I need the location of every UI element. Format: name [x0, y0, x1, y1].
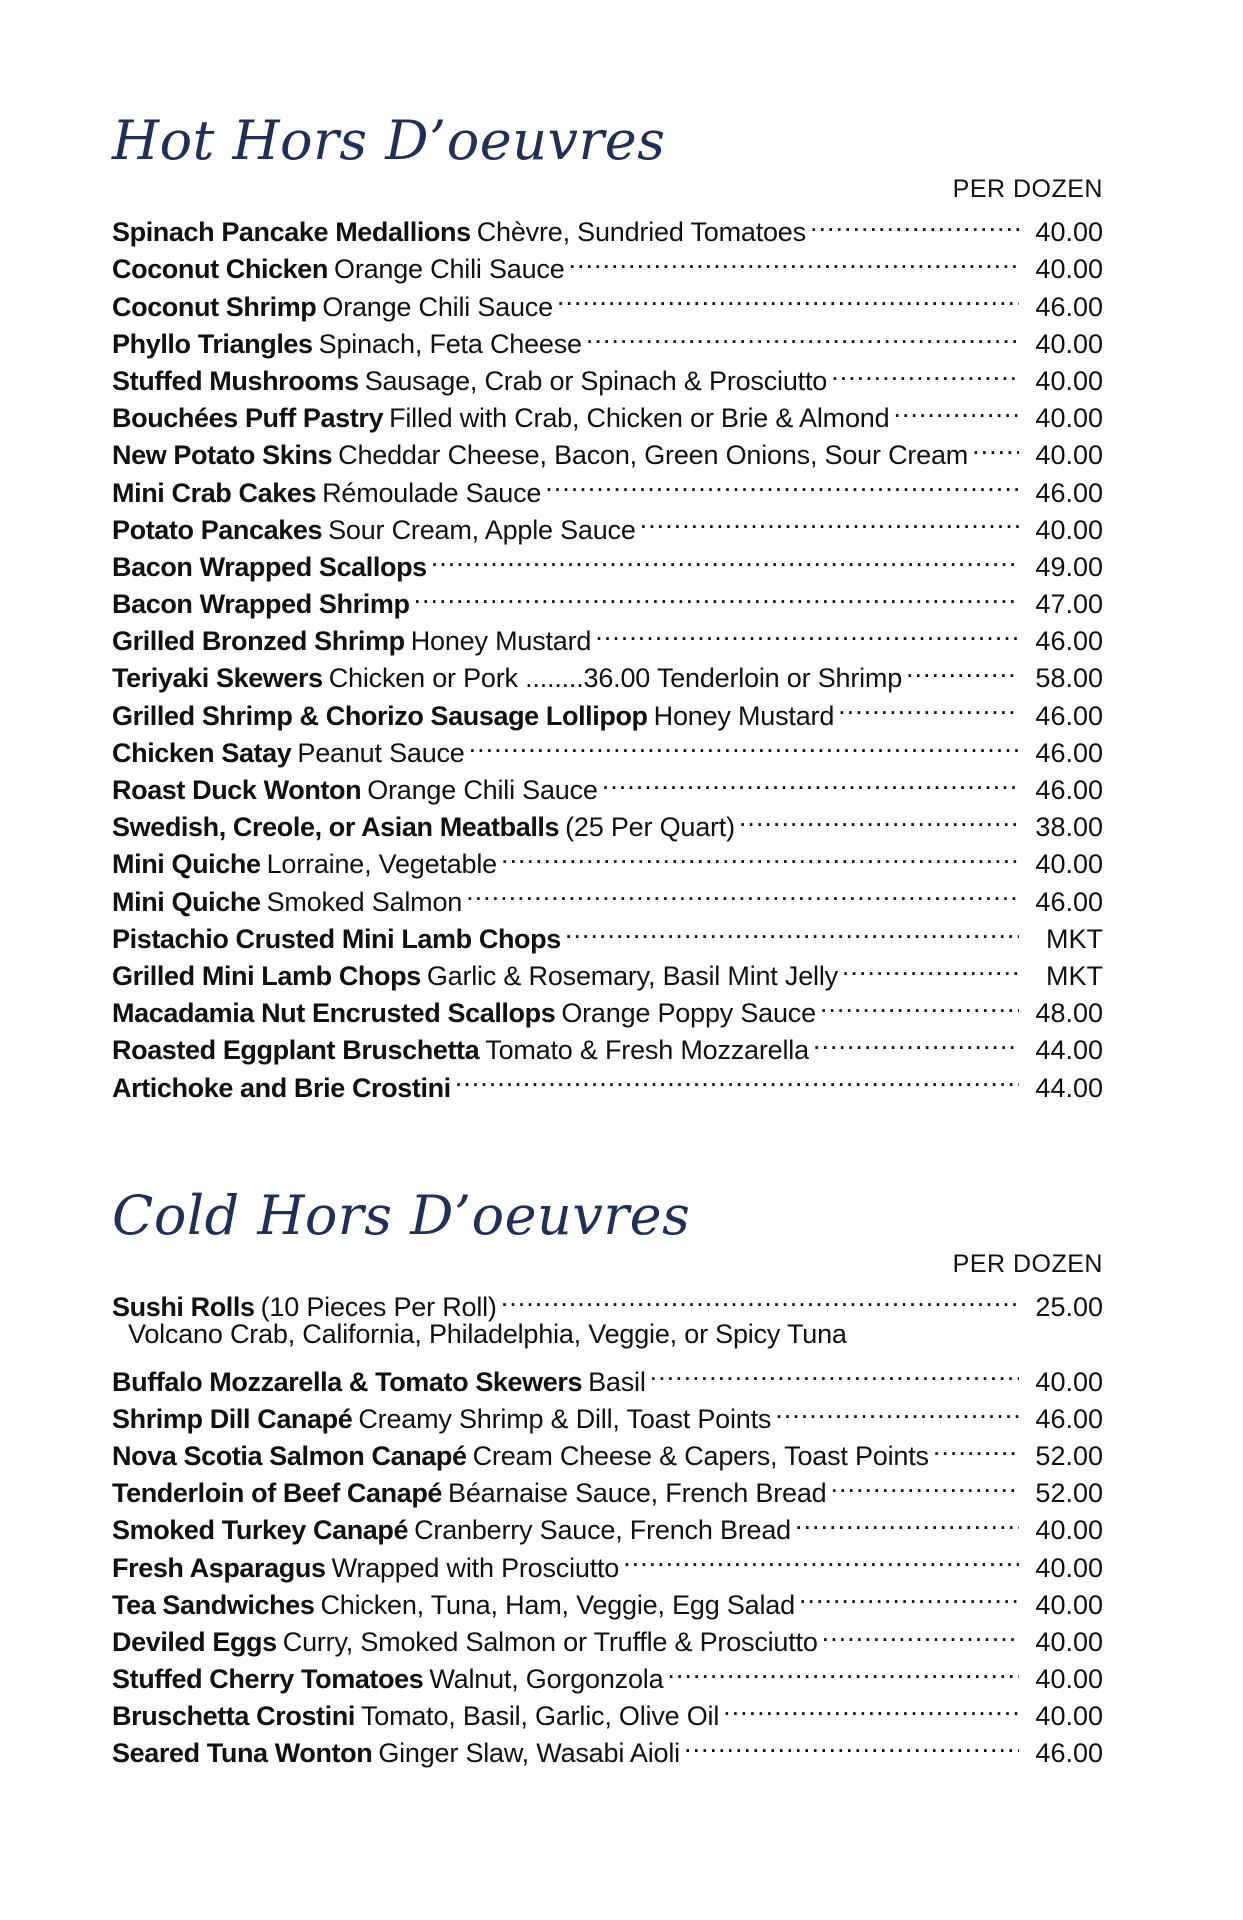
menu-item-price: 46.00 — [1035, 775, 1103, 805]
menu-item-description: Honey Mustard — [410, 626, 592, 657]
dot-leader — [623, 1539, 1019, 1576]
dot-leader — [569, 241, 1019, 278]
dot-leader — [842, 948, 1019, 985]
dot-leader — [799, 1577, 1019, 1614]
menu-item-name: Tea Sandwiches — [112, 1589, 315, 1620]
menu-item-price: 40.00 — [1035, 403, 1103, 434]
dot-leader — [893, 390, 1019, 427]
dot-leader — [906, 650, 1019, 687]
dot-leader — [813, 1022, 1019, 1059]
menu-item-price: 44.00 — [1035, 1072, 1103, 1103]
menu-item-name: Grilled Mini Lamb Chops — [112, 960, 421, 991]
menu-item-name: Tenderloin of Beef Canapé — [112, 1478, 443, 1509]
menu-item-name: Stuffed Cherry Tomatoes — [112, 1664, 424, 1695]
menu-item-description: Honey Mustard — [653, 700, 835, 731]
cold-hors-doeuvres-section — [112, 1183, 1103, 1769]
menu-item-price: 48.00 — [1035, 998, 1103, 1029]
dot-leader — [586, 316, 1019, 353]
menu-item-name: New Potato Skins — [112, 440, 333, 471]
menu-item-name: Bacon Wrapped Scallops — [112, 551, 427, 582]
menu-item-list — [112, 204, 1103, 1103]
menu-item-description: Cream Cheese & Capers, Toast Points — [472, 1440, 929, 1471]
dot-leader — [775, 1391, 1019, 1428]
dot-leader — [650, 1353, 1019, 1390]
section-title: Cold Hors D’oeuvres — [112, 1184, 691, 1247]
menu-item-price: 52.00 — [1035, 1440, 1103, 1471]
dot-leader — [739, 799, 1019, 836]
menu-item-price: 46.00 — [1035, 700, 1103, 731]
menu-item-description: Sour Cream, Apple Sauce — [328, 514, 636, 545]
menu-item-price: 46.00 — [1035, 737, 1103, 768]
menu-item-price: 52.00 — [1035, 1478, 1103, 1509]
menu-item-description: Chicken or Pork ........36.00 Tenderloin or Shrimp — [328, 663, 903, 694]
menu-item-price: 40.00 — [1035, 1664, 1103, 1695]
menu-item-name: Coconut Chicken — [112, 254, 329, 285]
menu-item-price: 40.00 — [1035, 365, 1103, 396]
menu-item-name: Potato Pancakes — [112, 514, 323, 545]
menu-item-description: Filled with Crab, Chicken or Brie & Almond — [389, 403, 890, 434]
menu-item-price: 38.00 — [1035, 812, 1103, 843]
menu-item-price: 40.00 — [1035, 217, 1103, 248]
menu-item-name: Pistachio Crusted Mini Lamb Chops — [112, 923, 561, 954]
menu-item-description: Peanut Sauce — [297, 737, 465, 768]
menu-item-description: Tomato & Fresh Mozzarella — [485, 1035, 809, 1066]
menu-item-name: Seared Tuna Wonton — [112, 1738, 373, 1769]
dot-leader — [565, 911, 1019, 948]
dot-leader — [933, 1428, 1019, 1465]
menu-item-list — [112, 1279, 1103, 1769]
menu-item-description: Basil — [588, 1366, 646, 1397]
menu-item-name: Buffalo Mozzarella & Tomato Skewers — [112, 1366, 583, 1397]
menu-item-description: Orange Poppy Sauce — [561, 998, 816, 1029]
menu-item — [112, 1353, 1103, 1397]
menu-item-description: Volcano Crab, California, Philadelphia, Veggie, or Spicy Tuna — [128, 1319, 847, 1350]
menu-item-price: 47.00 — [1035, 589, 1103, 620]
menu-item-price: 46.00 — [1035, 477, 1103, 508]
menu-item-description: Curry, Smoked Salmon or Truffle & Prosciutto — [282, 1626, 818, 1657]
menu-item-name: Smoked Turkey Canapé — [112, 1515, 409, 1546]
menu-item-name: Nova Scotia Salmon Canapé — [112, 1440, 467, 1471]
menu-item-description: Spinach, Feta Cheese — [318, 328, 582, 359]
menu-item-description: Chèvre, Sundried Tomatoes — [476, 217, 806, 248]
menu-item-name: Bruschetta Crostini — [112, 1701, 355, 1732]
menu-item-name: Grilled Bronzed Shrimp — [112, 626, 405, 657]
menu-item-description: Rémoulade Sauce — [322, 477, 542, 508]
menu-item-price: 40.00 — [1035, 1626, 1103, 1657]
menu-item-price: 40.00 — [1035, 1701, 1103, 1732]
dot-leader — [838, 687, 1019, 724]
menu-item-description: Orange Chili Sauce — [334, 254, 565, 285]
menu-item-name: Bouchées Puff Pastry — [112, 403, 384, 434]
menu-item-price: 40.00 — [1035, 1589, 1103, 1620]
menu-item-price: 46.00 — [1035, 886, 1103, 917]
menu-item-description: Béarnaise Sauce, French Bread — [448, 1478, 827, 1509]
menu-item-price: 40.00 — [1035, 849, 1103, 880]
menu-item-description: Garlic & Rosemary, Basil Mint Jelly — [426, 960, 838, 991]
menu-item-price: 46.00 — [1035, 1738, 1103, 1769]
menu-item-name: Roasted Eggplant Bruschetta — [112, 1035, 480, 1066]
menu-item-price: 46.00 — [1035, 1403, 1103, 1434]
menu-item-description: Cheddar Cheese, Bacon, Green Onions, Sour Cream — [338, 440, 969, 471]
dot-leader — [822, 1614, 1019, 1651]
menu-item-name: Fresh Asparagus — [112, 1552, 326, 1583]
menu-item-description: Tomato, Basil, Garlic, Olive Oil — [360, 1701, 720, 1732]
dot-leader — [455, 1059, 1019, 1096]
menu-item-description: Creamy Shrimp & Dill, Toast Points — [358, 1403, 772, 1434]
menu-item-name: Deviled Eggs — [112, 1626, 277, 1657]
menu-item-price: 40.00 — [1035, 514, 1103, 545]
menu-item-name: Sushi Rolls — [112, 1292, 255, 1323]
menu-item-name: Macadamia Nut Encrusted Scallops — [112, 998, 556, 1029]
menu-item-name: Mini Quiche — [112, 886, 261, 917]
menu-item-price: 46.00 — [1035, 626, 1103, 657]
menu-item-price: 44.00 — [1035, 1035, 1103, 1066]
dot-leader — [684, 1725, 1019, 1762]
menu-item-name: Roast Duck Wonton — [112, 775, 362, 805]
menu-item-price: 46.00 — [1035, 291, 1103, 322]
menu-item-price: 40.00 — [1035, 440, 1103, 471]
dot-leader — [795, 1502, 1019, 1539]
menu-item-name: Phyllo Triangles — [112, 328, 313, 359]
menu-item-price: 25.00 — [1035, 1292, 1103, 1323]
dot-leader — [810, 204, 1019, 241]
menu-item-description: Walnut, Gorgonzola — [429, 1664, 664, 1695]
menu-item-name: Shrimp Dill Canapé — [112, 1403, 353, 1434]
dot-leader — [469, 725, 1019, 762]
dot-leader — [466, 873, 1019, 910]
menu-item-name: Mini Quiche — [112, 849, 261, 880]
menu-item-name: Spinach Pancake Medallions — [112, 217, 471, 248]
dot-leader — [831, 353, 1019, 390]
menu-item-description: Lorraine, Vegetable — [266, 849, 497, 880]
menu-item — [112, 204, 1103, 248]
menu-item-name: Artichoke and Brie Crostini — [112, 1072, 451, 1103]
dot-leader — [640, 502, 1019, 539]
hot-hors-doeuvres-section — [112, 108, 1103, 1103]
menu-item-price: 40.00 — [1035, 1515, 1103, 1546]
menu-item-note — [112, 1316, 1103, 1353]
menu-item-price: 40.00 — [1035, 1552, 1103, 1583]
menu-item-description: Chicken, Tuna, Ham, Veggie, Egg Salad — [320, 1589, 795, 1620]
menu-item-name: Mini Crab Cakes — [112, 477, 317, 508]
menu-item-price: 40.00 — [1035, 328, 1103, 359]
section-title: Hot Hors D’oeuvres — [112, 109, 666, 172]
dot-leader — [431, 539, 1019, 576]
dot-leader — [723, 1688, 1019, 1725]
dot-leader — [595, 613, 1019, 650]
menu-item-name: Teriyaki Skewers — [112, 663, 323, 694]
dot-leader — [414, 576, 1019, 613]
dot-leader — [602, 762, 1019, 799]
menu-item-description: Orange Chili Sauce — [367, 775, 598, 805]
menu-item-description: Sausage, Crab or Spinach & Prosciutto — [364, 365, 828, 396]
dot-leader — [545, 464, 1019, 501]
menu-item-name: Chicken Satay — [112, 737, 292, 768]
menu-item-price: 49.00 — [1035, 551, 1103, 582]
dot-leader — [501, 1279, 1019, 1316]
menu-item-price: MKT — [1046, 960, 1103, 991]
dot-leader — [501, 836, 1019, 873]
menu-item-name: Grilled Shrimp & Chorizo Sausage Lollipop — [112, 700, 648, 731]
menu-item-price: MKT — [1046, 923, 1103, 954]
menu-item-name: Bacon Wrapped Shrimp — [112, 589, 410, 620]
dot-leader — [972, 427, 1019, 464]
menu-item-description: Ginger Slaw, Wasabi Aioli — [378, 1738, 680, 1769]
menu-item-description: (10 Pieces Per Roll) — [260, 1292, 497, 1323]
menu-item-description: Orange Chili Sauce — [322, 291, 553, 322]
menu-item-name: Coconut Shrimp — [112, 291, 317, 322]
menu-item-price: 40.00 — [1035, 1366, 1103, 1397]
menu-item-description: Cranberry Sauce, French Bread — [414, 1515, 791, 1546]
dot-leader — [667, 1651, 1019, 1688]
dot-leader — [820, 985, 1019, 1022]
menu-item-name: Stuffed Mushrooms — [112, 365, 359, 396]
menu-item-description: (25 Per Quart) — [565, 812, 735, 843]
menu-item-description: Wrapped with Prosciutto — [331, 1552, 620, 1583]
dot-leader — [830, 1465, 1019, 1502]
dot-leader — [557, 278, 1019, 315]
per-dozen-label: PER DOZEN — [952, 175, 1103, 203]
menu-item-price: 40.00 — [1035, 254, 1103, 285]
menu-item — [112, 1279, 1103, 1323]
menu-item-name: Swedish, Creole, or Asian Meatballs — [112, 812, 560, 843]
per-dozen-label: PER DOZEN — [952, 1250, 1103, 1278]
menu-item-description: Smoked Salmon — [266, 886, 463, 917]
menu-item-price: 58.00 — [1035, 663, 1103, 694]
